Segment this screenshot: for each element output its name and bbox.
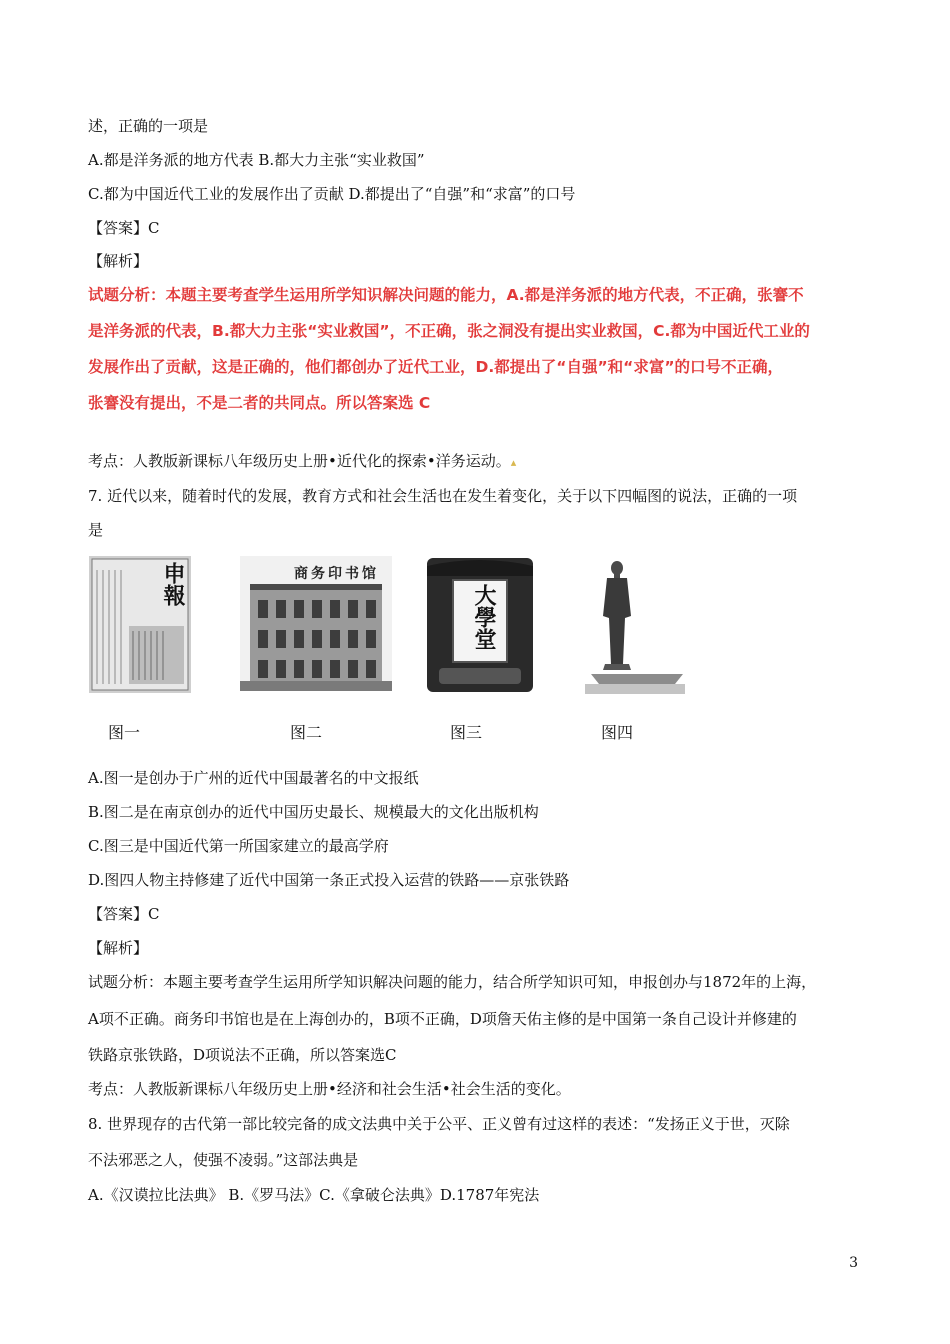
newspaper-masthead: 申報 [160,562,186,606]
q6-answer: 【答案】C [88,219,160,237]
q7-stem-line-2: 是 [88,521,104,539]
plaque-text: 大學堂 [471,584,497,650]
q6-kaodian-text: 考点：人教版新课标八年级历史上册•近代化的探索•洋务运动。 [88,452,511,470]
page-number: 3 [849,1255,858,1271]
statue-illustration [585,556,685,694]
caption-figure-2: 图二 [290,723,323,742]
figure-4-statue-image [585,556,685,694]
caption-figure-4: 图四 [601,723,634,742]
q7-option-c: C.图三是中国近代第一所国家建立的最高学府 [88,837,389,855]
q7-analysis-line-2: A项不正确。商务印书馆也是在上海创办的，B项不正确，D项詹天佑主修的是中国第一条自己设计并修建的 [88,1010,797,1028]
q7-option-a: A.图一是创办于广州的近代中国最著名的中文报纸 [88,769,419,787]
figure-3-plaque-image [425,556,535,694]
artifact-dot: ▴ [510,456,517,469]
q7-analysis-line-1: 试题分析：本题主要考查学生运用所学知识解决问题的能力，结合所学知识可知，申报创办与1872年的上海， [88,973,817,991]
caption-figure-3: 图三 [450,723,483,742]
q8-options: A.《汉谟拉比法典》 B.《罗马法》C.《拿破仑法典》D.1787年宪法 [88,1186,540,1204]
q7-kaodian: 考点：人教版新课标八年级历史上册•经济和社会生活•社会生活的变化。 [88,1080,571,1098]
q6-analysis-line-3: 发展作出了贡献，这是正确的，他们都创办了近代工业，D.都提出了“自强”和“求富”的口号不正确， [88,358,784,376]
q6-analysis-line-4: 张謇没有提出，不是二者的共同点。所以答案选 C [88,394,431,412]
q6-stem-tail: 述，正确的一项是 [88,117,209,135]
q7-analysis-line-3: 铁路京张铁路，D项说法不正确，所以答案选C [88,1046,397,1064]
building-signboard: 商务印书馆 [294,566,379,582]
q7-analysis-label: 【解析】 [88,939,149,957]
q6-analysis-label: 【解析】 [88,252,149,270]
q6-options-ab: A.都是洋务派的地方代表 B.都大力主张“实业救国” [88,151,425,169]
figure-1-newspaper-image [89,556,191,693]
q6-kaodian [88,451,516,473]
q8-stem-line-2: 不法邪恶之人，使强不凌弱。”这部法典是 [88,1151,359,1169]
figure-2-building-image [240,556,392,691]
q7-option-b: B.图二是在南京创办的近代中国历史最长、规模最大的文化出版机构 [88,803,539,821]
q6-analysis-line-1: 试题分析：本题主要考查学生运用所学知识解决问题的能力，A.都是洋务派的地方代表，不正确，张謇不 [88,286,804,304]
q7-stem-line-1: 7. 近代以来，随着时代的发展，教育方式和社会生活也在发生着变化，关于以下四幅图的说法，正确的一项 [88,487,798,505]
q8-stem-line-1: 8. 世界现存的古代第一部比较完备的成文法典中关于公平、正义曾有过这样的表述：“发扬正义于世，灭除 [88,1115,790,1133]
q6-analysis-line-2: 是洋务派的代表，B.都大力主张“实业救国”，不正确，张之洞没有提出实业救国，C.都为中国近代工业的 [88,322,810,340]
q7-answer: 【答案】C [88,905,160,923]
q6-options-cd: C.都为中国近代工业的发展作出了贡献 D.都提出了“自强”和“求富”的口号 [88,185,576,203]
caption-figure-1: 图一 [108,723,141,742]
q7-option-d: D.图四人物主持修建了近代中国第一条正式投入运营的铁路——京张铁路 [88,871,570,889]
